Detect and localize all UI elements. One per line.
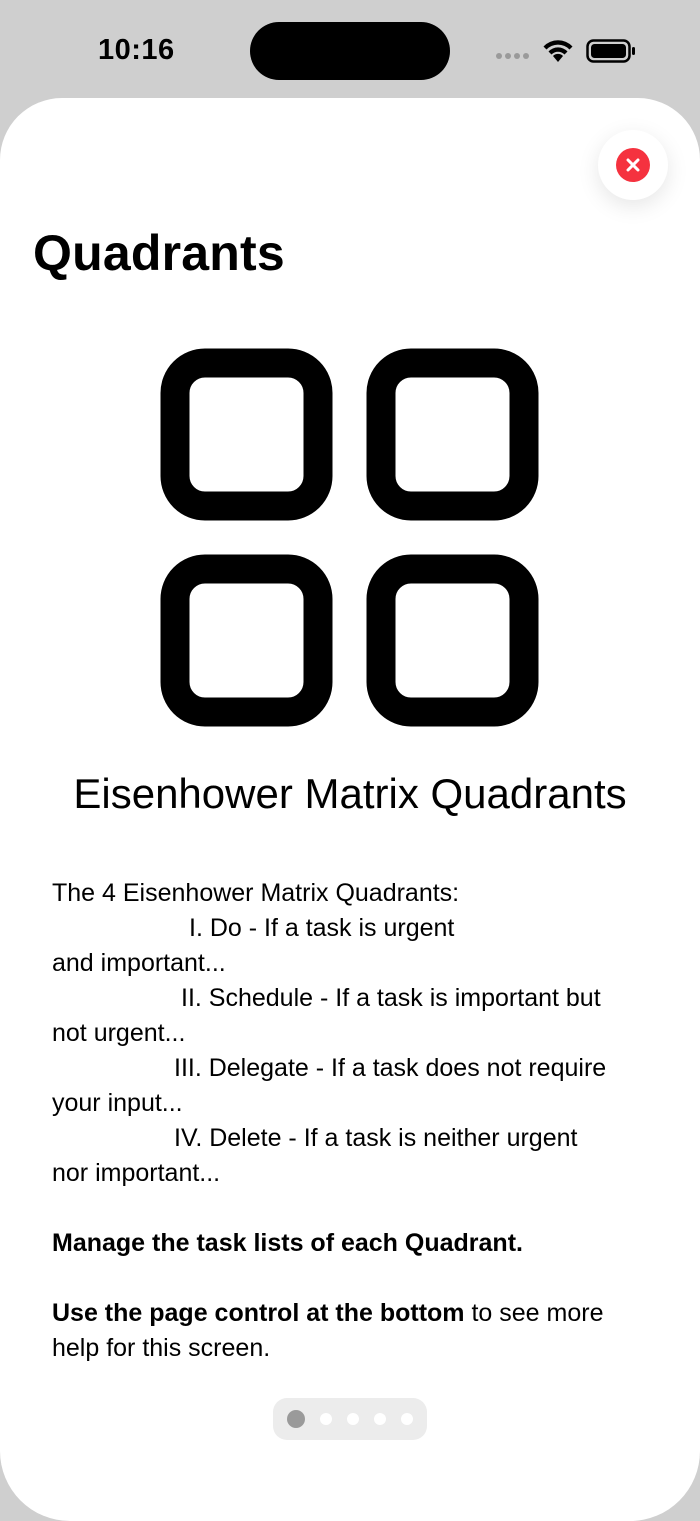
status-bar [0, 0, 700, 100]
manage-lists-text: Manage the task lists of each Quadrant. [52, 1229, 523, 1257]
battery-icon [586, 39, 636, 63]
page-dot-5[interactable] [401, 1413, 413, 1425]
close-icon [616, 148, 650, 182]
quadrant-do-continued: and important... [52, 949, 226, 977]
square-grid-2x2-icon [160, 348, 540, 728]
page-title: Quadrants [33, 225, 285, 281]
page-control-hint [52, 1296, 652, 1366]
page-dot-1[interactable] [287, 1410, 305, 1428]
quadrant-do-text: I. Do - If a task is urgent [189, 914, 455, 942]
page-control[interactable] [273, 1398, 427, 1440]
cellular-signal-icon [496, 53, 529, 59]
intro-text: The 4 Eisenhower Matrix Quadrants: [52, 879, 460, 907]
page-control-hint-rest: to see more help for this screen. [52, 1299, 604, 1362]
quadrant-delete-continued: nor important... [52, 1159, 221, 1187]
quadrant-schedule-continued: not urgent... [52, 1019, 186, 1047]
page-dot-3[interactable] [347, 1413, 359, 1425]
help-sheet [0, 98, 700, 1521]
quadrant-delegate-text: III. Delegate - If a task does not require [174, 1054, 607, 1082]
section-subtitle: Eisenhower Matrix Quadrants [73, 770, 627, 817]
wifi-icon [542, 38, 574, 64]
page-control-hint-bold: Use the page control at the bottom [52, 1299, 465, 1327]
status-time: 10:16 [98, 34, 175, 66]
page-dot-2[interactable] [320, 1413, 332, 1425]
quadrant-schedule-text: II. Schedule - If a task is important but [181, 984, 601, 1012]
close-button[interactable] [598, 130, 668, 200]
dynamic-island [250, 22, 450, 80]
quadrant-delegate-continued: your input... [52, 1089, 183, 1117]
page-dot-4[interactable] [374, 1413, 386, 1425]
quadrant-delete-text: IV. Delete - If a task is neither urgent [174, 1124, 578, 1152]
help-body-text [52, 876, 652, 1362]
